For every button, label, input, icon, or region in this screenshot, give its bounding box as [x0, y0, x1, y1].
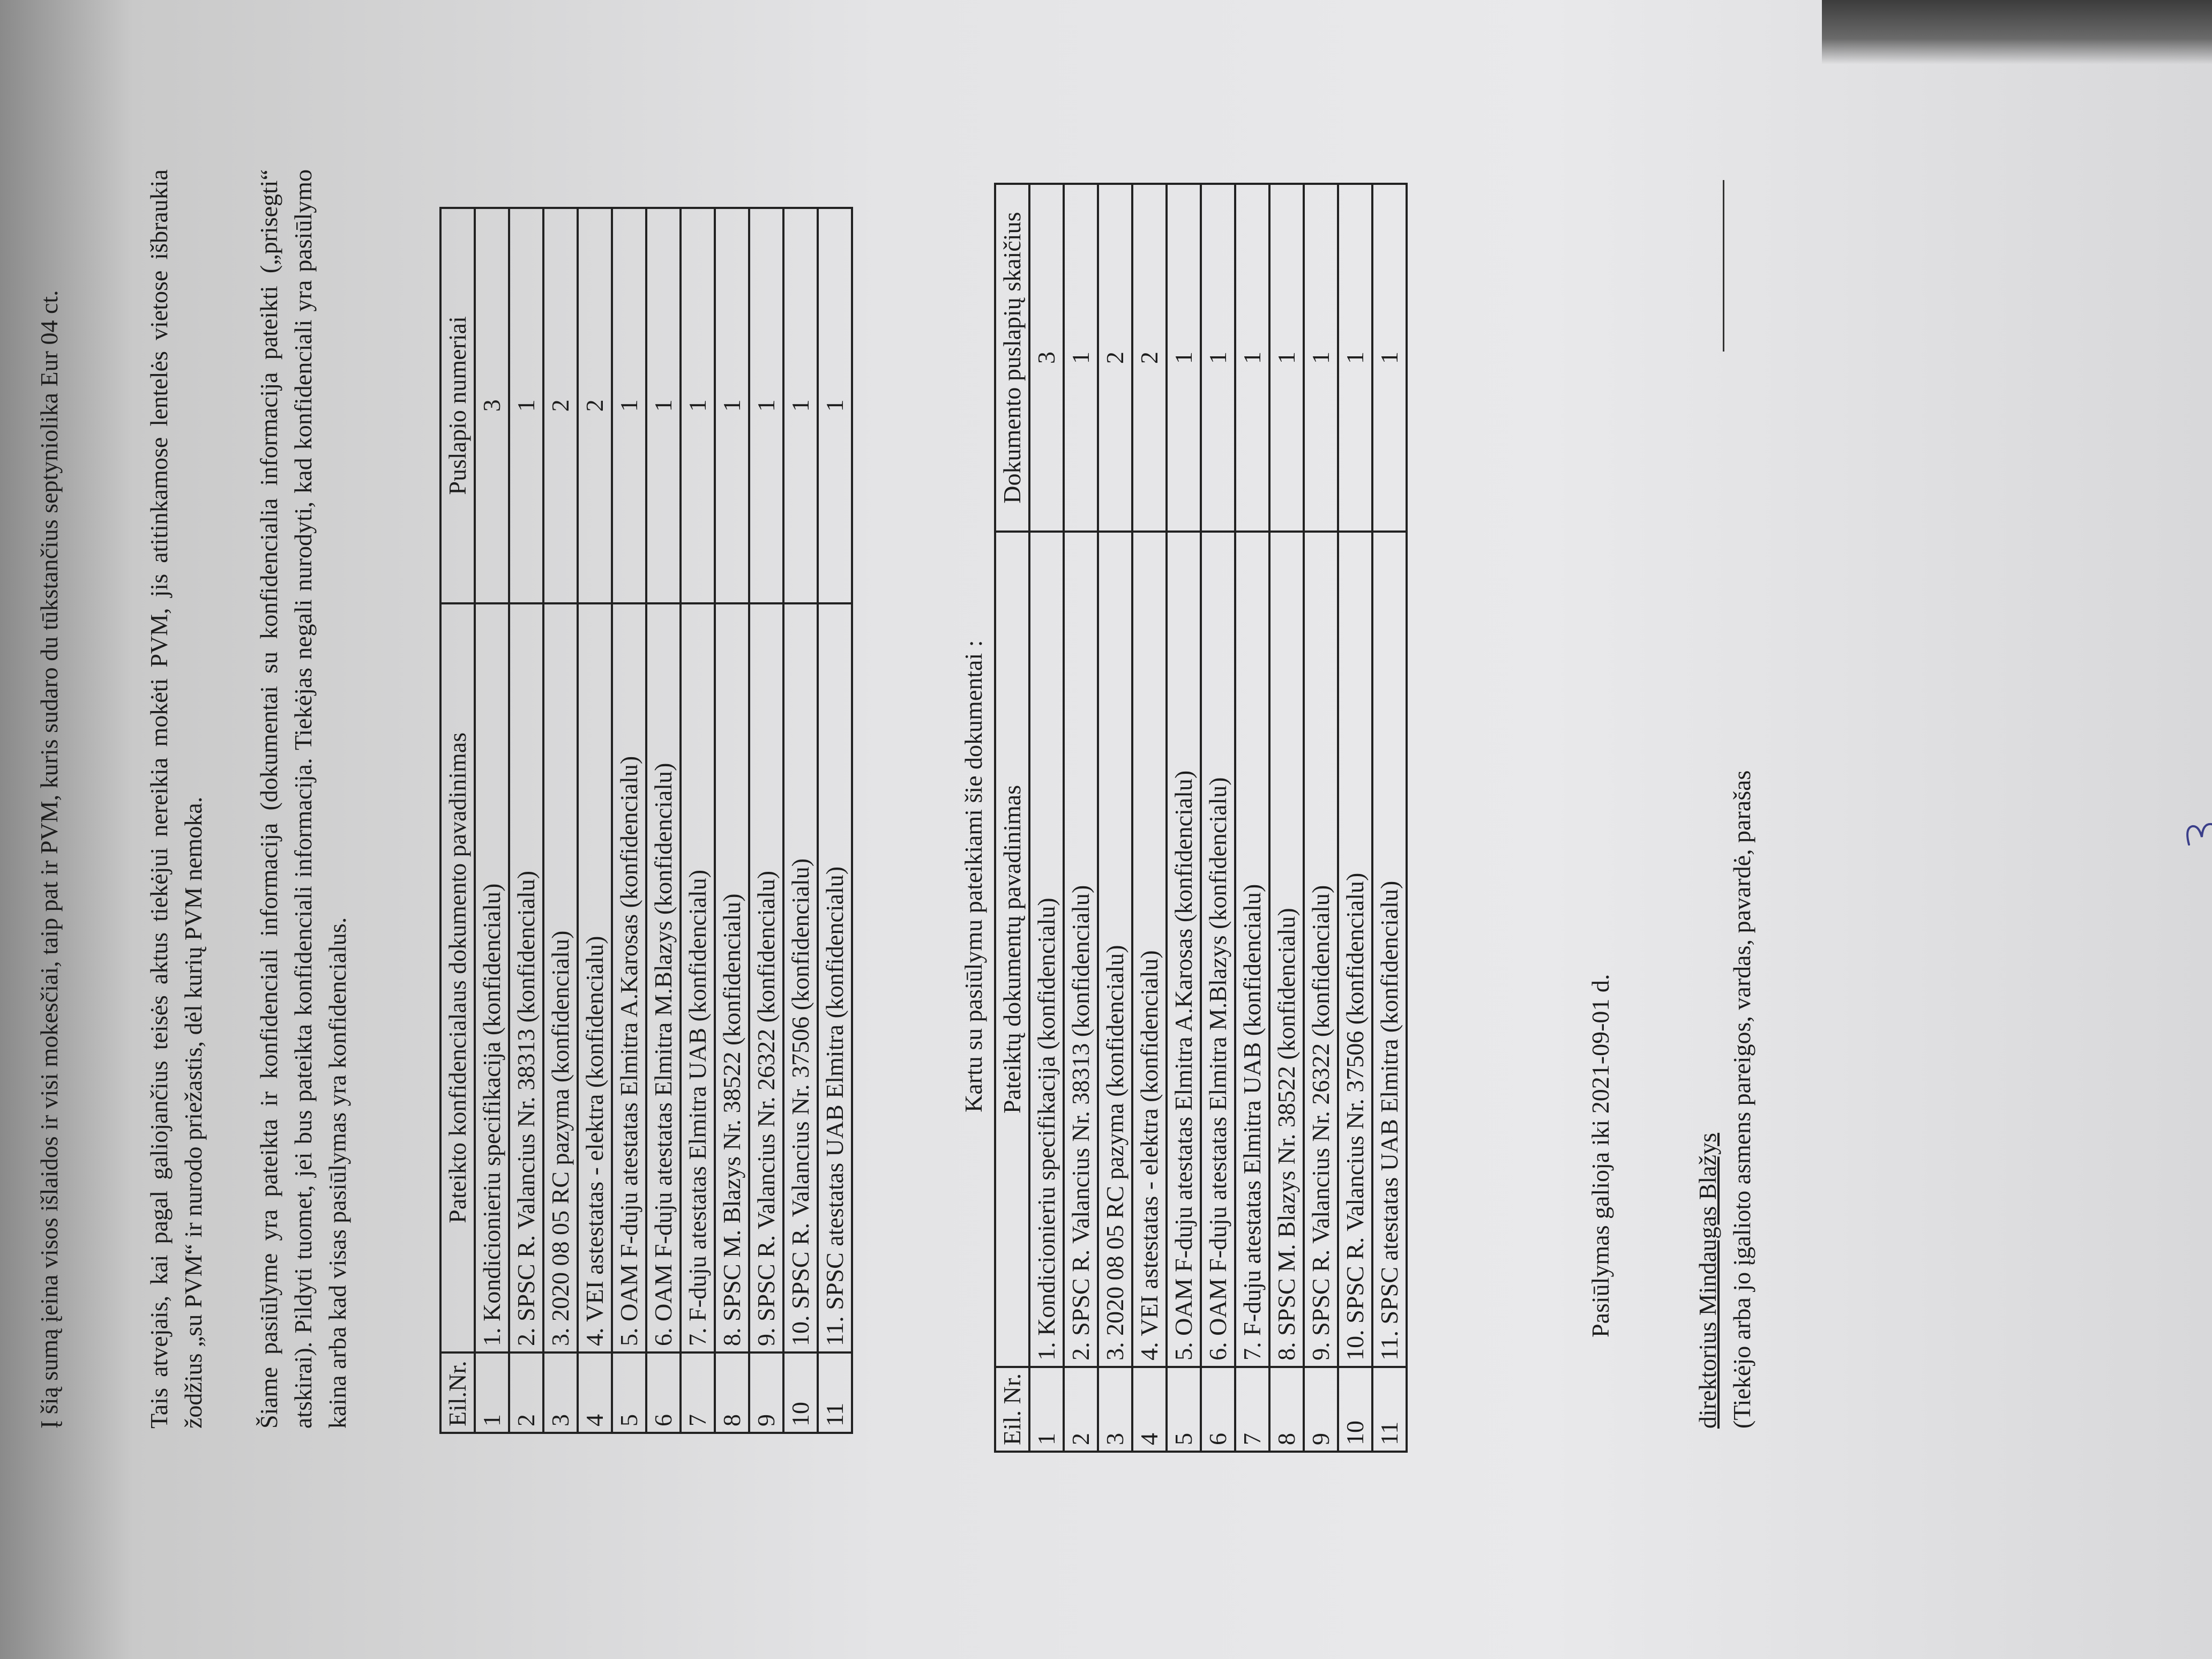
offer-validity: Pasiūlymas galioja iki 2021-09-01 d. [1587, 974, 1614, 1337]
page-count-cell: 1 [681, 208, 715, 603]
document-name-cell: 10. SPSC R. Valancius Nr. 37506 (konfidencialu) [783, 603, 818, 1352]
table-row [681, 208, 715, 1433]
table-row [475, 208, 509, 1433]
row-number-cell: 6 [646, 1352, 681, 1433]
table-row [1235, 184, 1269, 1452]
document-name-cell: 5. OAM F-duju atestatas Elmitra A.Karosas (konfidencialu) [1167, 532, 1201, 1367]
table-row [1167, 184, 1201, 1452]
submitted-documents-table [994, 183, 1408, 1453]
table-row [1064, 184, 1098, 1452]
table-row [509, 208, 543, 1433]
intro-paragraph: Į šią sumą įeina visos išlaidos ir visi mokesčiai, taip pat ir PVM, kuris sudaro du tūkstančius septyniolika Eur 04 ct. [35, 290, 63, 1429]
page-count-cell: 1 [1372, 184, 1407, 532]
document-name-cell: 3. 2020 08 05 RC pazyma (konfidencialu) [543, 603, 578, 1352]
page-count-cell: 2 [1132, 184, 1167, 532]
page-count-cell: 1 [1304, 184, 1338, 532]
row-number-cell: 5 [1167, 1367, 1201, 1452]
table-header-row [440, 208, 475, 1433]
row-number-cell: 8 [715, 1352, 749, 1433]
table-row [715, 208, 749, 1433]
document-name-cell: 2. SPSC R. Valancius Nr. 38313 (konfidencialu) [1064, 532, 1098, 1367]
table-row [783, 208, 818, 1433]
table-row [749, 208, 783, 1433]
page-count-cell: 2 [1098, 184, 1132, 532]
page-count-cell: 1 [1338, 184, 1372, 532]
page-count-cell: 1 [749, 208, 783, 603]
document-name-cell: 11. SPSC atestatas UAB Elmitra (konfidencialu) [1372, 532, 1407, 1367]
document-name-cell: 8. SPSC M. Blazys Nr. 38522 (konfidencialu) [715, 603, 749, 1352]
document-name-cell: 1. Kondicionieriu specifikacija (konfidencialu) [1029, 532, 1064, 1367]
page-count-cell: 1 [612, 208, 646, 603]
row-number-cell: 6 [1201, 1367, 1235, 1452]
document-name-cell: 4. VEI astestatas - elektra (konfidencialu) [578, 603, 612, 1352]
page-count-cell: 1 [818, 208, 852, 603]
table-row [1098, 184, 1132, 1452]
table-row [543, 208, 578, 1433]
header-row-number: Eil. Nr. [995, 1367, 1029, 1452]
document-name-cell: 7. F-duju atestatas Elmitra UAB (konfidencialu) [681, 603, 715, 1352]
row-number-cell: 10 [1338, 1367, 1372, 1452]
page-count-cell: 2 [578, 208, 612, 603]
page-count-cell: 3 [475, 208, 509, 603]
row-number-cell: 7 [1235, 1367, 1269, 1452]
table-row [818, 208, 852, 1433]
row-number-cell: 2 [1064, 1367, 1098, 1452]
table-row [578, 208, 612, 1433]
page-count-cell: 1 [646, 208, 681, 603]
document-name-cell: 10. SPSC R. Valancius Nr. 37506 (konfidencialu) [1338, 532, 1372, 1367]
page-count-cell: 1 [1201, 184, 1235, 532]
signer-role-name: direktorius Mindaugas Blažys [1694, 1133, 1721, 1429]
row-number-cell: 7 [681, 1352, 715, 1433]
row-number-cell: 8 [1269, 1367, 1304, 1452]
table-row [646, 208, 681, 1433]
document-name-cell: 3. 2020 08 05 RC pazyma (konfidencialu) [1098, 532, 1132, 1367]
document-name-cell: 4. VEI astestatas - elektra (konfidencialu) [1132, 532, 1167, 1367]
table-row [612, 208, 646, 1433]
header-document-name: Pateiktų dokumentų pavadinimas [995, 532, 1029, 1367]
signature-block [1691, 771, 1759, 1429]
document-name-cell: 1. Kondicionieriu specifikacija (konfidencialu) [475, 603, 509, 1352]
document-name-cell: 8. SPSC M. Blazys Nr. 38522 (konfidencialu) [1269, 532, 1304, 1367]
row-number-cell: 10 [783, 1352, 818, 1433]
row-number-cell: 9 [1304, 1367, 1338, 1452]
signature-line [1723, 180, 1724, 352]
table-row [1269, 184, 1304, 1452]
row-number-cell: 11 [818, 1352, 852, 1433]
table-row [1304, 184, 1338, 1452]
row-number-cell: 5 [612, 1352, 646, 1433]
row-number-cell: 1 [475, 1352, 509, 1433]
document-name-cell: 5. OAM F-duju atestatas Elmitra A.Karosas (konfidencialu) [612, 603, 646, 1352]
row-number-cell: 11 [1372, 1367, 1407, 1452]
document-name-cell: 9. SPSC R. Valancius Nr. 26322 (konfidencialu) [749, 603, 783, 1352]
page-count-cell: 2 [543, 208, 578, 603]
page-count-cell: 1 [715, 208, 749, 603]
table-row [1132, 184, 1167, 1452]
row-number-cell: 4 [1132, 1367, 1167, 1452]
row-number-cell: 9 [749, 1352, 783, 1433]
document-name-cell: 9. SPSC R. Valancius Nr. 26322 (konfidencialu) [1304, 532, 1338, 1367]
table-row [1201, 184, 1235, 1452]
document-name-cell: 2. SPSC R. Valancius Nr. 38313 (konfidencialu) [509, 603, 543, 1352]
documents-caption: Kartu su pasiūlymu pateikiami šie dokumentai : [960, 640, 987, 1112]
page-count-cell: 1 [783, 208, 818, 603]
header-document-name: Pateikto konfidencialaus dokumento pavadinimas [440, 603, 475, 1352]
page-count-cell: 1 [1167, 184, 1201, 532]
table-header-row [995, 184, 1029, 1452]
document-name-cell: 7. F-duju atestatas Elmitra UAB (konfidencialu) [1235, 532, 1269, 1367]
table-row [1029, 184, 1064, 1452]
handwritten-page-number [2184, 818, 2212, 850]
row-number-cell: 3 [1098, 1367, 1132, 1452]
row-number-cell: 2 [509, 1352, 543, 1433]
vat-note-paragraph: Tais atvejais, kai pagal galiojančius teisės aktus tiekėjui nereikia mokėti PVM, jis atitinkamose lentelės vietose išbraukia žodžius „su PVM“ ir nurodo priežastis, dėl kurių PVM nemoka. [145, 169, 207, 1429]
row-number-cell: 1 [1029, 1367, 1064, 1452]
page-count-cell: 1 [1269, 184, 1304, 532]
page-count-cell: 3 [1029, 184, 1064, 532]
document-name-cell: 6. OAM F-duju atestatas Elmitra M.Blazys (konfidencialu) [1201, 532, 1235, 1367]
confidential-documents-table [439, 207, 853, 1434]
row-number-cell: 4 [578, 1352, 612, 1433]
page-count-cell: 1 [1235, 184, 1269, 532]
header-page-numbers: Puslapio numeriai [440, 208, 475, 603]
signature-caption: (Tiekėjo arba jo įgalioto asmens pareigos, vardas, pavardė, parašas [1728, 770, 1755, 1429]
table-row [1372, 184, 1407, 1452]
header-row-number: Eil.Nr. [440, 1352, 475, 1433]
page-count-cell: 1 [1064, 184, 1098, 532]
page-count-cell: 1 [509, 208, 543, 603]
document-name-cell: 6. OAM F-duju atestatas Elmitra M.Blazys (konfidencialu) [646, 603, 681, 1352]
header-page-count: Dokumento puslapių skaičius [995, 184, 1029, 532]
confidential-note-paragraph: Šiame pasiūlyme yra pateikta ir konfidenciali informacija (dokumentai su konfidencialia informacija pateikti („prisegti“ atskirai). Pildyti tuomet, jei bus pateikta konfidenciali informacija. Tiekėjas negali nurodyti, kad konfidenciali yra pasiūlymo kaina arba kad visas pasiūlymas yra konfidencialus. [255, 169, 351, 1429]
row-number-cell: 3 [543, 1352, 578, 1433]
table-row [1338, 184, 1372, 1452]
document-name-cell: 11. SPSC atestatas UAB Elmitra (konfidencialu) [818, 603, 852, 1352]
